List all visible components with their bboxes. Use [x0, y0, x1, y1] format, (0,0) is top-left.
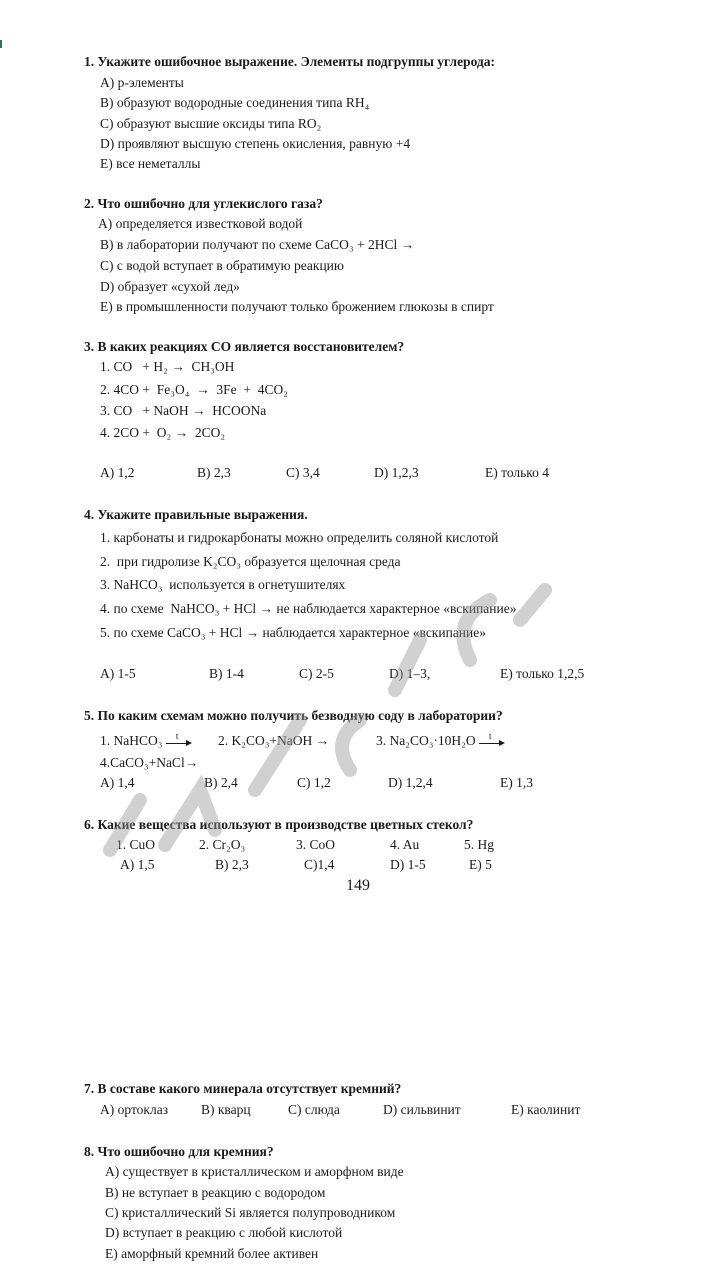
q5-item-3	[376, 730, 505, 749]
q3-item-4: 4. 2CO + O₂ → 2CO₂	[100, 425, 226, 440]
q2-option-e: E) в промышленности получают только брожением глюкозы в спирт	[100, 299, 494, 314]
question-1-title: 1. Укажите ошибочное выражение. Элементы подгруппы углерода:	[84, 54, 495, 69]
question-5-title: 5. По каким схемам можно получить безводную соду в лаборатории?	[84, 708, 503, 723]
q6-item-2: 2. Cr₂O₃	[199, 837, 246, 852]
q8-option-c: C) кристаллический Si является полупроводником	[105, 1205, 396, 1220]
q1-option-e: E) все неметаллы	[100, 156, 201, 171]
q5-answer-e: E) 1,3	[500, 775, 533, 790]
q1-option-d: D) проявляют высшую степень окисления, равную +4	[100, 136, 411, 151]
q4-answer-b: B) 1-4	[209, 666, 244, 681]
q5-answer-c: C) 1,2	[297, 775, 331, 790]
q5-answer-b: B) 2,4	[204, 775, 238, 790]
q5-item-3-text: 3. Na₂CO₃·10H₂O	[376, 733, 476, 748]
heat-arrow-icon	[479, 730, 505, 747]
q3-answer-b: B) 2,3	[197, 465, 231, 480]
q4-answer-e: E) только 1,2,5	[500, 666, 585, 681]
q4-item-4: 4. по схеме NaHCO₃ + HCl → не наблюдается характерное «вскипание»	[100, 601, 517, 616]
q4-item-1: 1. карбонаты и гидрокарбонаты можно определить соляной кислотой	[100, 530, 499, 545]
q3-item-2: 2. 4CO + Fe₃O₄ → 3Fe + 4CO₂	[100, 382, 288, 397]
q4-answer-d: D) 1–3,	[389, 666, 431, 681]
q5-answer-d: D) 1,2,4	[388, 775, 433, 790]
question-7-title: 7. В составе какого минерала отсутствует кремний?	[84, 1081, 402, 1096]
heat-label: t	[175, 730, 179, 741]
q7-answer-b: B) кварц	[201, 1102, 251, 1117]
q1-option-b: B) образуют водородные соединения типа RH₄	[100, 95, 370, 110]
watermark-stroke	[520, 590, 545, 620]
q6-item-1: 1. CuO	[116, 837, 156, 852]
q1-option-c: C) образуют высшие оксиды типа RO₂	[100, 116, 322, 131]
q7-answer-d: D) сильвинит	[383, 1102, 461, 1117]
q2-option-b: B) в лаборатории получают по схеме CaCO₃ + 2HCl →	[100, 237, 415, 252]
watermark-stroke	[255, 720, 300, 790]
q8-option-d: D) вступает в реакцию с любой кислотой	[105, 1225, 343, 1240]
q7-answer-e: E) каолинит	[511, 1102, 581, 1117]
watermark-stroke	[395, 640, 420, 690]
q8-option-a: A) существует в кристаллическом и аморфном виде	[105, 1164, 404, 1179]
q5-item-1	[100, 730, 192, 749]
q5-item-1-text: 1. NaHCO₃	[100, 733, 163, 748]
q6-item-4: 4. Au	[390, 837, 420, 852]
q4-answer-c: C) 2-5	[299, 666, 334, 681]
q2-option-d: D) образует «сухой лед»	[100, 279, 240, 294]
corner-mark	[0, 40, 6, 48]
q7-answer-a: A) ортоклаз	[100, 1102, 169, 1117]
q6-answer-b: B) 2,3	[215, 857, 249, 872]
watermark-stroke	[342, 720, 360, 770]
question-2-title: 2. Что ошибочно для углекислого газа?	[84, 196, 323, 211]
q4-answer-a: A) 1-5	[100, 666, 136, 681]
q4-item-3: 3. NaHCO₃ используется в огнетушителях	[100, 577, 346, 592]
heat-label: t	[488, 730, 492, 741]
q4-item-5: 5. по схеме CaCO₃ + HCl → наблюдается характерное «вскипание»	[100, 625, 486, 640]
heat-arrow-icon	[166, 730, 192, 747]
q6-answer-a: A) 1,5	[120, 857, 155, 872]
question-3-title: 3. В каких реакциях CO является восстановителем?	[84, 339, 405, 354]
q6-answer-d: D) 1-5	[390, 857, 426, 872]
q6-answer-e: E) 5	[469, 857, 492, 872]
q5-answer-a: A) 1,4	[100, 775, 135, 790]
q2-option-a: A) определяется известковой водой	[98, 216, 303, 231]
q3-answer-a: A) 1,2	[100, 465, 135, 480]
q5-item-4: 4.CaCO₃+NaCl→	[100, 755, 199, 770]
q3-answer-c: C) 3,4	[286, 465, 320, 480]
page-number: 149	[346, 877, 370, 894]
q1-option-a: A) р-элементы	[100, 75, 184, 90]
q2-option-c: C) с водой вступает в обратимую реакцию	[100, 258, 344, 273]
q3-answer-e: E) только 4	[485, 465, 550, 480]
q6-item-3: 3. CoO	[296, 837, 336, 852]
q6-item-5: 5. Hg	[464, 837, 494, 852]
q8-option-b: B) не вступает в реакцию с водородом	[105, 1185, 326, 1200]
q3-item-3: 3. CO + NaOH → HCOONa	[100, 403, 267, 418]
q8-option-e: E) аморфный кремний более активен	[105, 1246, 319, 1261]
q3-answer-d: D) 1,2,3	[374, 465, 419, 480]
question-8-title: 8. Что ошибочно для кремния?	[84, 1144, 274, 1159]
q7-answer-c: C) слюда	[288, 1102, 340, 1117]
q6-answer-c: C)1,4	[304, 857, 335, 872]
q4-item-2: 2. при гидролизе K₂CO₃ образуется щелочная среда	[100, 554, 401, 569]
question-6-title: 6. Какие вещества используют в производстве цветных стекол?	[84, 817, 474, 832]
q5-item-2: 2. K₂CO₃+NaOH →	[218, 733, 330, 748]
q3-item-1: 1. CO + H₂ → CH₃OH	[100, 359, 235, 374]
question-4-title: 4. Укажите правильные выражения.	[84, 507, 308, 522]
